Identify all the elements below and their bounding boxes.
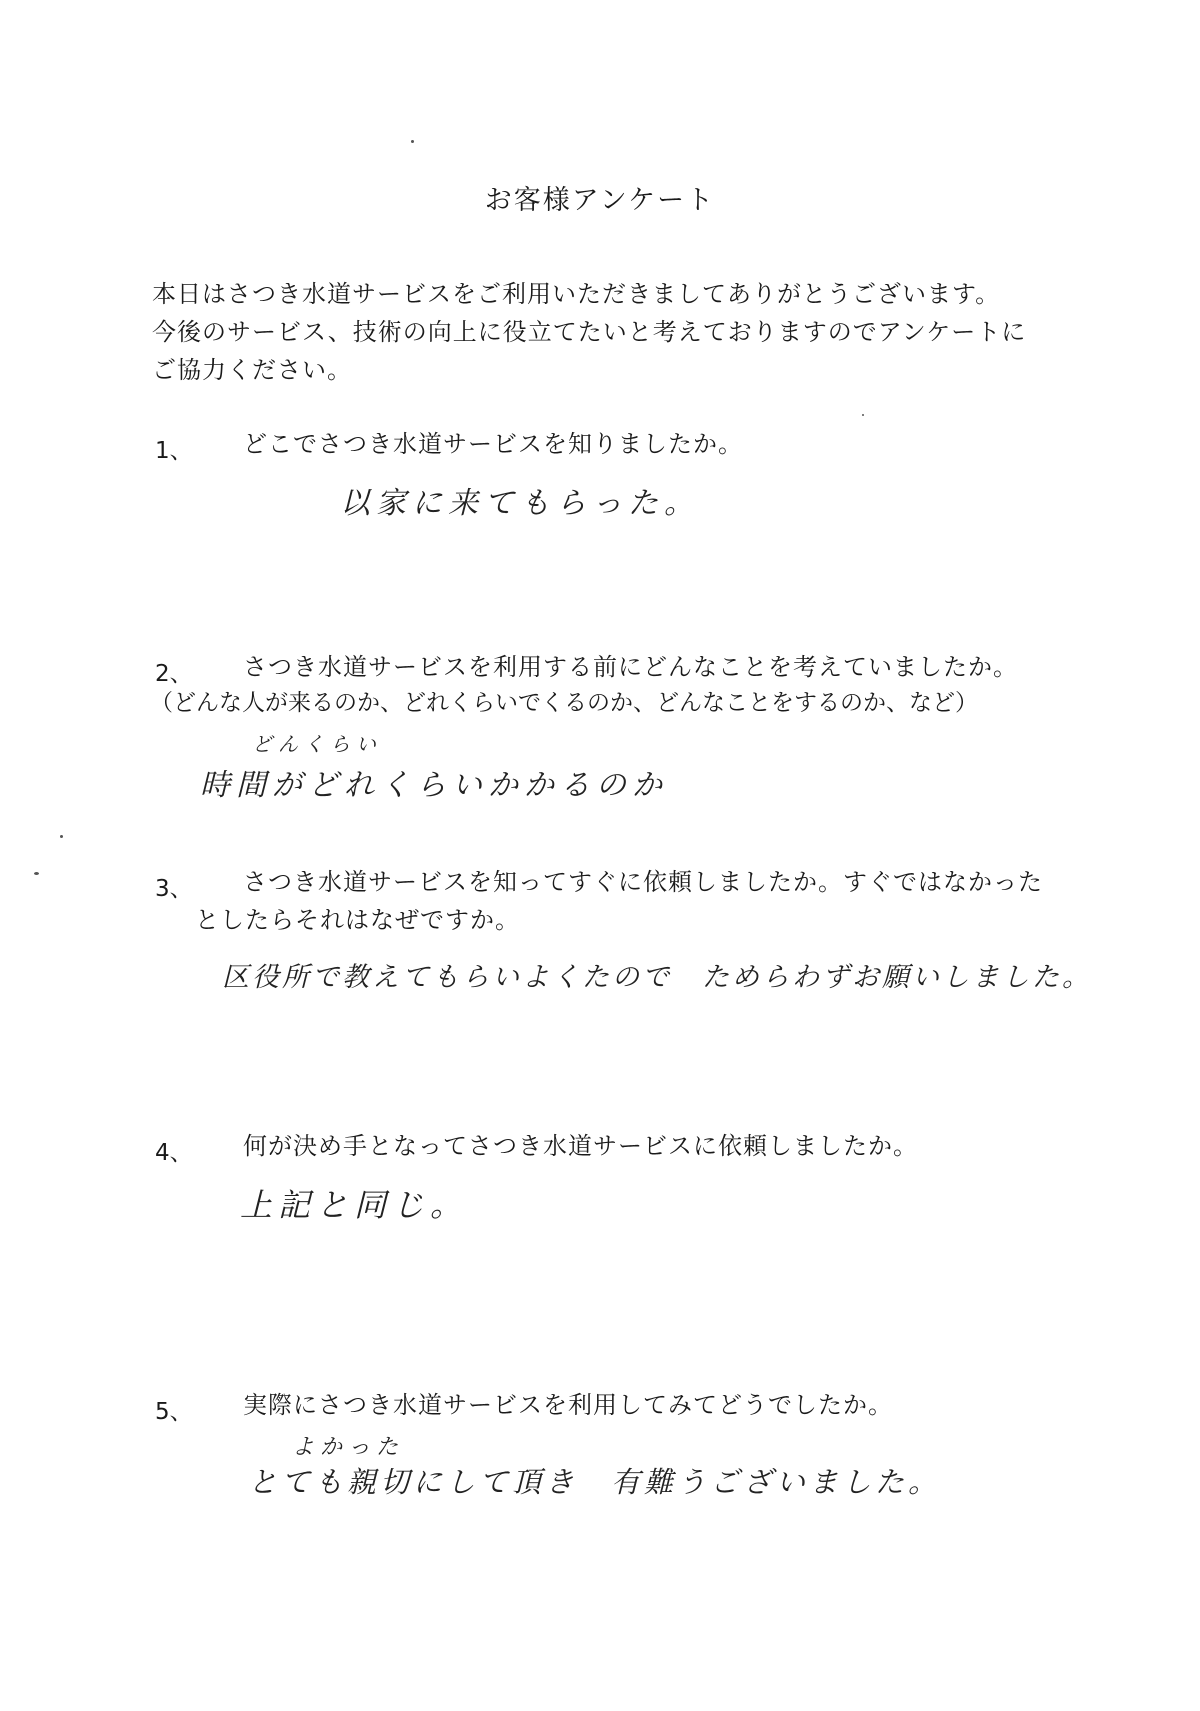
answer-2-insert-handwritten: どんくらい <box>252 732 382 756</box>
question-3-number: 3、 <box>155 876 193 902</box>
question-3-text-cont: としたらそれはなぜですか。 <box>195 906 520 934</box>
answer-3-handwritten: 区役所で教えてもらいよくたので ためらわずお願いしました。 <box>222 962 1092 993</box>
question-5-number: 5、 <box>155 1399 193 1425</box>
question-2-number: 2、 <box>155 661 193 687</box>
answer-4-handwritten: 上記と同じ。 <box>240 1186 469 1224</box>
scan-speck <box>862 414 864 416</box>
scan-speck <box>60 835 63 838</box>
question-4-number: 4、 <box>155 1140 193 1166</box>
question-4-text: 何が決め手となってさつき水道サービスに依頼しましたか。 <box>243 1132 918 1160</box>
question-2-text: さつき水道サービスを利用する前にどんなことを考えていましたか。 <box>243 653 1018 681</box>
answer-1-handwritten: 以家に来てもらった。 <box>340 486 700 521</box>
question-2-note: （どんな人が来るのか、どれくらいでくるのか、どんなことをするのか、など） <box>150 690 978 716</box>
intro-line: 今後のサービス、技術の向上に役立てたいと考えておりますのでアンケートに <box>152 318 1027 346</box>
scan-speck <box>411 140 414 143</box>
intro-line: 本日はさつき水道サービスをご利用いただきましてありがとうございます。 <box>152 280 1001 308</box>
question-5-text: 実際にさつき水道サービスを利用してみてどうでしたか。 <box>243 1391 893 1419</box>
answer-2-handwritten: 時間がどれくらいかかるのか <box>200 768 668 803</box>
question-1-text: どこでさつき水道サービスを知りましたか。 <box>243 430 743 458</box>
intro-text <box>152 275 1052 389</box>
question-3-text: さつき水道サービスを知ってすぐに依頼しましたか。すぐではなかった <box>243 868 1043 896</box>
answer-5-handwritten: とても親切にして頂き 有難うございました。 <box>248 1465 942 1499</box>
survey-title: お客様アンケート <box>484 185 716 216</box>
intro-line: ご協力ください。 <box>152 356 352 384</box>
question-1-number: 1、 <box>155 438 193 464</box>
scan-speck <box>34 872 39 875</box>
answer-5-insert-handwritten: よかった <box>292 1435 405 1460</box>
